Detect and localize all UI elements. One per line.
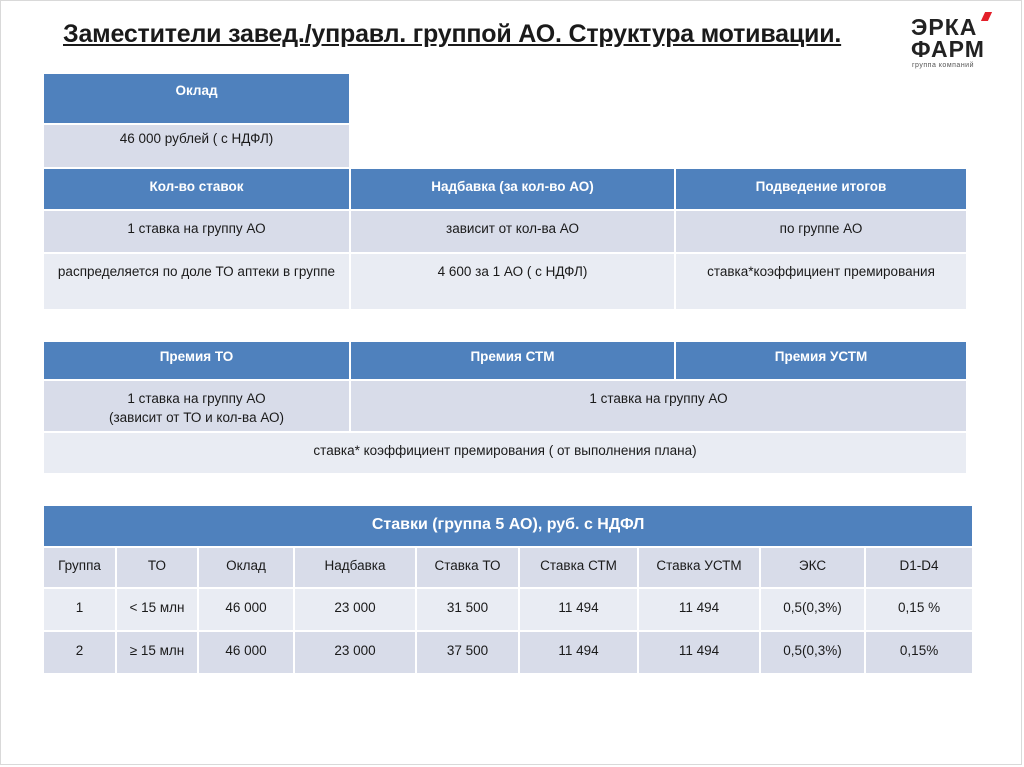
column-header: Ставка УСТМ bbox=[638, 547, 760, 588]
bonus-header-ustm: Премия УСТМ bbox=[675, 341, 967, 380]
rates-title: Ставки (группа 5 АО), руб. с НДФЛ bbox=[43, 505, 973, 547]
table-cell: зависит от кол-ва АО bbox=[350, 210, 675, 253]
allowance-header-bonus: Надбавка (за кол-во АО) bbox=[350, 168, 675, 210]
salary-value: 46 000 рублей ( с НДФЛ) bbox=[43, 124, 350, 168]
column-header: ТО bbox=[116, 547, 198, 588]
logo-line-2: ФАРМ bbox=[911, 36, 985, 62]
table-cell: 1 bbox=[43, 588, 116, 631]
table-cell: 23 000 bbox=[294, 588, 416, 631]
allowance-header-summary: Подведение итогов bbox=[675, 168, 967, 210]
table-cell: 11 494 bbox=[519, 588, 638, 631]
column-header: Ставка СТМ bbox=[519, 547, 638, 588]
rates-table bbox=[42, 504, 974, 675]
logo-line-1: ЭРКА bbox=[911, 14, 978, 40]
cell-line: (зависит от ТО и кол-ва АО) bbox=[108, 410, 285, 425]
salary-table bbox=[42, 72, 351, 169]
table-cell-merged: 1 ставка на группу АО bbox=[350, 380, 967, 432]
table-cell: по группе АО bbox=[675, 210, 967, 253]
table-cell: 11 494 bbox=[638, 588, 760, 631]
table-cell: 37 500 bbox=[416, 631, 519, 674]
page-title: Заместители завед./управл. группой АО. Структура мотивации. bbox=[63, 20, 842, 48]
table-cell: < 15 млн bbox=[116, 588, 198, 631]
table-row bbox=[43, 588, 973, 631]
table-cell: 11 494 bbox=[519, 631, 638, 674]
table-cell bbox=[43, 380, 350, 432]
table-row bbox=[43, 380, 967, 432]
column-header: Группа bbox=[43, 547, 116, 588]
table-cell: 23 000 bbox=[294, 631, 416, 674]
column-header: Надбавка bbox=[294, 547, 416, 588]
column-header: Оклад bbox=[198, 547, 294, 588]
table-cell: ≥ 15 млн bbox=[116, 631, 198, 674]
logo-subtitle: группа компаний bbox=[912, 62, 975, 69]
table-row bbox=[43, 631, 973, 674]
rates-header-row bbox=[43, 547, 973, 588]
table-cell: 0,5(0,3%) bbox=[760, 588, 865, 631]
table-cell: 46 000 bbox=[198, 631, 294, 674]
salary-header: Оклад bbox=[43, 73, 350, 124]
company-logo bbox=[906, 12, 996, 72]
table-cell: 11 494 bbox=[638, 631, 760, 674]
table-row bbox=[43, 253, 967, 310]
column-header: D1-D4 bbox=[865, 547, 973, 588]
bonus-header-stm: Премия СТМ bbox=[350, 341, 675, 380]
bonus-header-to: Премия ТО bbox=[43, 341, 350, 380]
table-cell: распределяется по доле ТО аптеки в группе bbox=[43, 253, 350, 310]
table-cell: 4 600 за 1 АО ( с НДФЛ) bbox=[350, 253, 675, 310]
table-cell: 31 500 bbox=[416, 588, 519, 631]
allowance-table bbox=[42, 167, 968, 311]
table-cell-merged: ставка* коэффициент премирования ( от выполнения плана) bbox=[43, 432, 967, 474]
table-cell: 1 ставка на группу АО bbox=[43, 210, 350, 253]
cell-line: 1 ставка на группу АО bbox=[127, 391, 266, 406]
bonus-table bbox=[42, 340, 968, 475]
table-cell: 46 000 bbox=[198, 588, 294, 631]
table-cell: ставка*коэффициент премирования bbox=[675, 253, 967, 310]
table-cell: 0,15% bbox=[865, 631, 973, 674]
table-cell: 0,5(0,3%) bbox=[760, 631, 865, 674]
table-row bbox=[43, 432, 967, 474]
allowance-header-rates: Кол-во ставок bbox=[43, 168, 350, 210]
column-header: ЭКС bbox=[760, 547, 865, 588]
logo-accent-mark bbox=[981, 12, 992, 21]
table-cell: 0,15 % bbox=[865, 588, 973, 631]
table-cell: 2 bbox=[43, 631, 116, 674]
table-row bbox=[43, 210, 967, 253]
column-header: Ставка ТО bbox=[416, 547, 519, 588]
